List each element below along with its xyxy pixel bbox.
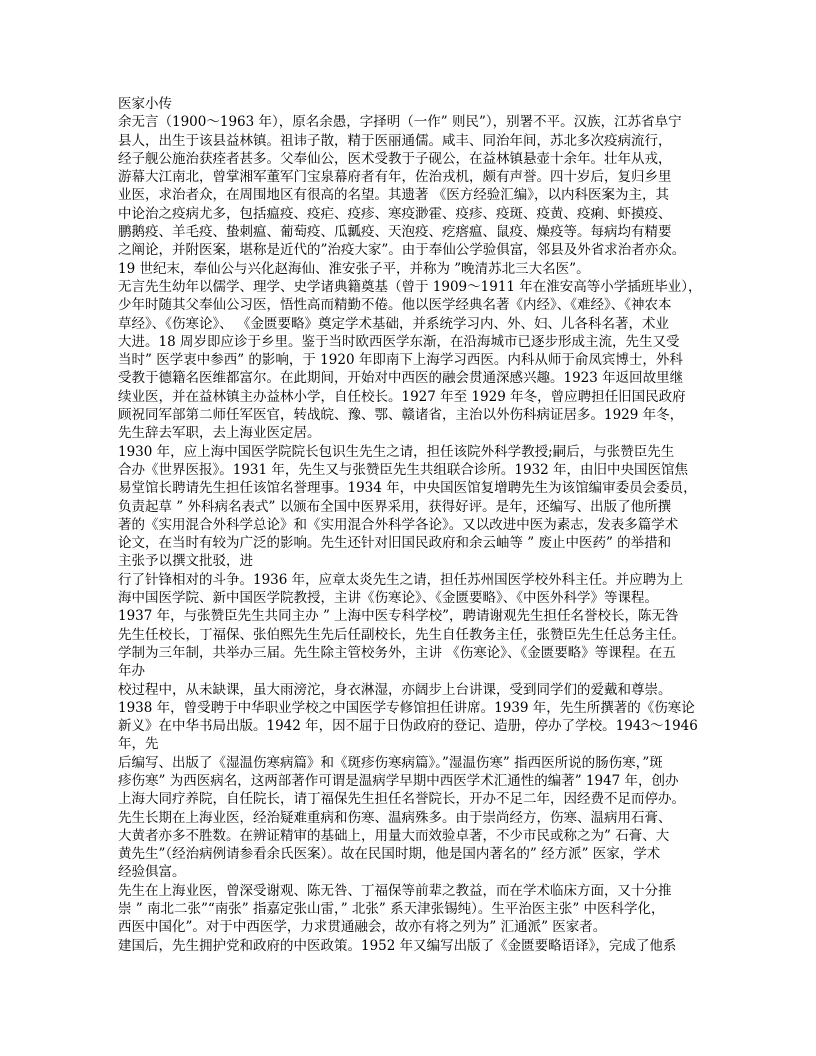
text-line: 先生长期在上海业医，经治疑难重病和伤寒、温病殊多。由于崇尚经方，伤寒、温病用石膏、 xyxy=(118,809,672,826)
text-line: 新义》在中华书局出版。1942 年，因不屈于日伪政府的登记、造册，停办了学校。1943～1946 xyxy=(118,718,698,735)
text-line: 年，先 xyxy=(118,736,159,753)
text-line: 经子舰公施治获痊者甚多。父奉仙公，医术受教于子砚公，在益林镇悬壶十余年。壮年从戎， xyxy=(118,150,672,167)
text-line: 行了针锋相对的斗争。1936 年，应章太炎先生之请，担任苏州国医学校外科主任。并应聘为上 xyxy=(118,571,684,588)
document-lines xyxy=(118,113,704,955)
text-line: 1938 年，曾受聘于中华职业学校之中国医学专修馆担任讲席。1939 年，先生所撰著的《伤寒论 xyxy=(118,699,695,716)
text-line: 中论治之疫病尤多，包括瘟疫、疫疟、疫疹、寒疫渺霍、疫疹、疫斑、疫黄、疫痢、虾摸疫、 xyxy=(118,205,672,222)
text-line: 业医，求治者众，在周围地区有很高的名望。其遗著 《医方经验汇编》，以内科医案为主，其 xyxy=(118,187,670,204)
text-line: 草经》、《伤寒论》、 《金匮要略》奠定学术基础，并系统学习内、外、妇、儿各科名著，术业 xyxy=(118,315,670,332)
text-line: 先生辞去军职，去上海业医定居。 xyxy=(118,425,321,442)
text-line: 崇 ” 南北二张”“南张” 指嘉定张山雷，” 北张” 系天津张锡纯）。生平治医主张” 中医科学化， xyxy=(118,901,665,918)
text-line: 先生在上海业医，曾深受谢观、陈无咎、丁福保等前辈之教益，而在学术临床方面，又十分推 xyxy=(118,882,672,899)
text-line: 续业医，并在益林镇主办益林小学，自任校长。1927 年至 1929 年冬，曾应聘担任旧国民政府 xyxy=(118,388,686,405)
text-line: 著的《实用混合外科学总论》和《实用混合外科学各论》。又以改进中医为素志，发表多篇学术 xyxy=(118,516,679,533)
text-line: 经验俱富。 xyxy=(118,864,186,881)
text-line: 年办 xyxy=(118,663,145,680)
text-line: 学制为三年制，共举办三届。先生除主管校务外，主讲 《伤寒论》、《金匮要略》等课程。在五 xyxy=(118,644,676,661)
text-line: 建国后，先生拥护党和政府的中医政策。1952 年又编写出版了《金匮要略语译》，完成了他系 xyxy=(118,937,677,954)
text-line: 主张予以撰文批驳，进 xyxy=(118,553,253,570)
text-line: 论文，在当时有较为广泛的影响。先生还针对旧国民政府和余云岫等 ” 废止中医药” 的举措和 xyxy=(118,535,672,552)
text-line: 少年时随其父奉仙公习医，悟性高而精勤不倦。他以医学经典名著《内经》、《难经》、《神农本 xyxy=(118,297,672,314)
text-line: 疹伤寒” 为西医病名，这两部著作可谓是温病学早期中西医学术汇通性的编著” 1947 年，创办 xyxy=(118,772,679,789)
text-line: 合办《世界医报》。1931 年，先生又与张赞臣先生共组联合诊所。1932 年，由旧中央国医馆焦 xyxy=(118,461,689,478)
text-line: 游幕大江南北，曾掌湘军董军门宝泉幕府者有年，佐治戎机，颇有声誉。四十岁后，复归乡里 xyxy=(118,169,672,186)
text-line: 易堂馆长聘请先生担任该馆名誉理事。1934 年，中央国医馆复增聘先生为该馆编审委员会委员， xyxy=(118,480,697,497)
text-line: 黄先生”（经治病例请参看余氏医案）。故在民国时期，他是国内著名的” 经方派” 医家，学术 xyxy=(118,846,661,863)
text-line: 大黄者亦多不胜数。在辨证精审的基础上，用量大而效验卓著，不少市民或称之为” 石膏、大 xyxy=(118,827,670,844)
text-line: 校过程中，从未缺课，虽大雨滂沱，身衣淋湿，亦阔步上台讲课，受到同学们的爱戴和尊崇。 xyxy=(118,681,672,698)
text-line: 先生任校长，丁福保、张伯熙先生先后任副校长，先生自任教务主任，张赞臣先生任总务主任。 xyxy=(118,626,685,643)
text-line: 无言先生幼年以儒学、理学、史学诸典籍奠基（曾于 1909～1911 年在淮安高等小学插班毕业）， xyxy=(118,278,702,295)
text-line: 海中国医学院、新中国医学院教授，主讲《伤寒论》、《金匮要略》、《中医外科学》等课程。 xyxy=(118,590,658,607)
text-line: 县人，出生于该县益林镇。祖讳子散，精于医丽通儒。咸丰、同治年间，苏北多次疫病流行， xyxy=(118,132,672,149)
text-line: 受教于德籍名医维都富尔。在此期间，开始对中西医的融会贯通深感兴趣。1923 年返回故里继 xyxy=(118,370,684,387)
text-line: 上海大同疗养院，自任院长，请丁福保先生担任名誉院长，开办不足二年，因经费不足而停办。 xyxy=(118,791,685,808)
text-line: 余无言（1900～1963 年），原名余愚，字择明（一作” 则民”），别署不平。汉族，江苏省阜宁 xyxy=(118,114,682,131)
text-line: 鹏鹅疫、羊毛疫、蛰刺瘟、葡萄疫、瓜瓤疫、天泡疫、疙瘩瘟、鼠疫、燥疫等。每病均有精要 xyxy=(118,224,672,241)
text-line: 负责起草 ” 外科病名表式” 以颁布全国中医界采用，获得好评。是年，还编写、出版了他所撰 xyxy=(118,498,672,515)
text-line: 1937 年，与张赞臣先生共同主办 ” 上海中医专科学校”，聘请谢观先生担任名誉校长，陈无咎 xyxy=(118,608,679,625)
text-line: 当时” 医学衷中参西” 的影响，于 1920 年即南下上海学习西医。内科从师于俞凤宾博士，外科 xyxy=(118,352,683,369)
text-line: 1930 年，应上海中国医学院院长包识生先生之请，担任该院外科学教授;嗣后，与张赞臣先生 xyxy=(118,443,675,460)
document-title: 医家小传 xyxy=(118,96,172,112)
text-line: 大进。18 周岁即应诊于乡里。鉴于当时欧西医学东渐，在沿海城市已逐步形成主流，先生又受 xyxy=(118,333,680,350)
text-line: 顾祝同军部第二师任军医官，转战皖、豫、鄂、赣诸省，主治以外伤科病证居多。1929 年冬， xyxy=(118,407,684,424)
text-line: 19 世纪末，奉仙公与兴化赵海仙、淮安张子平，并称为 ”晚清苏北三大名医”。 xyxy=(118,260,590,277)
text-line: 之阐论，并附医案，堪称是近代的”治疫大家”。由于奉仙公学验俱富，邻县及外省求治者亦众。 xyxy=(118,242,686,259)
text-line: 西医中国化”。对于中西医学，力求贯通融会，故亦有将之列为” 汇通派” 医家者。 xyxy=(118,919,607,936)
text-line: 后编写、出版了《湿温伤寒病篇》和《斑疹伤寒病篇》。”湿温伤寒” 指西医所说的肠伤寒，”斑 xyxy=(118,754,663,771)
document-body xyxy=(118,95,704,955)
